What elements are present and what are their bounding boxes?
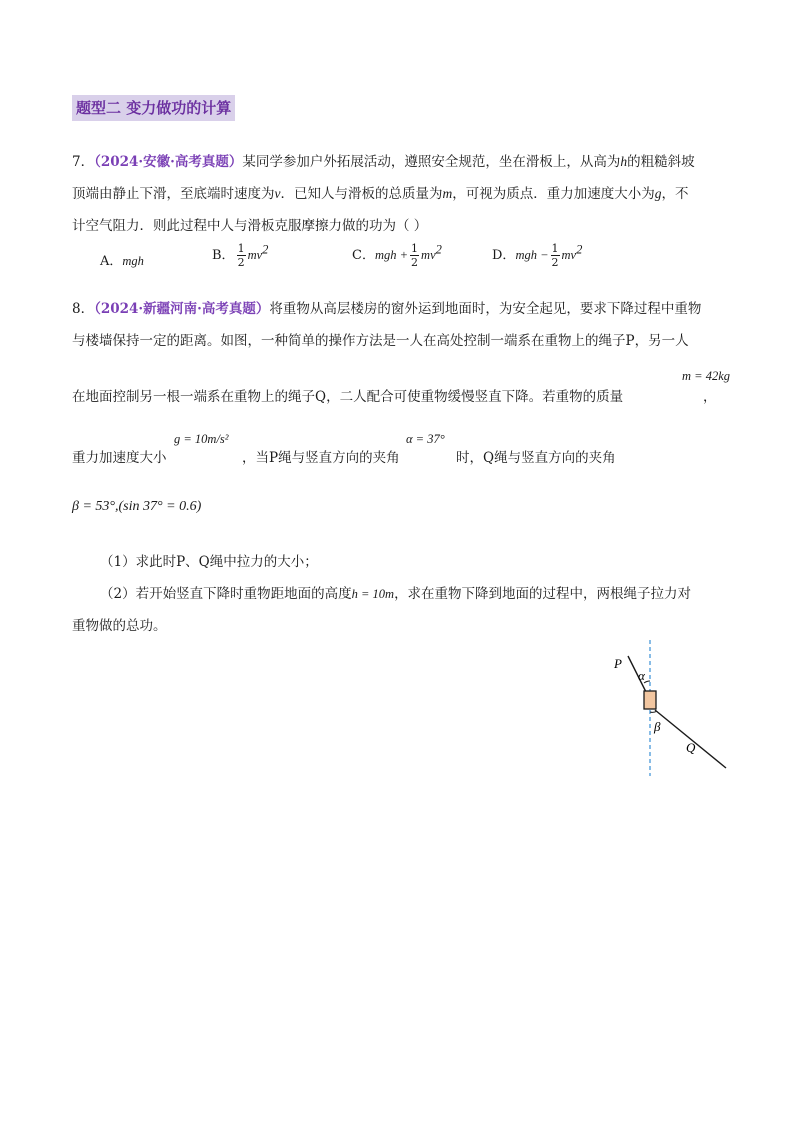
q7-line-3: 计空气阻力．则此过程中人与滑板克服摩擦力做的功为（ ） — [72, 218, 428, 234]
mass-expr: m = 42kg — [682, 369, 731, 383]
beta-expr: β = 53°,(sin 37° = 0.6) — [72, 499, 202, 514]
q7-source: （2024·安徽·高考真题） — [94, 154, 243, 170]
rope-weight-diagram — [600, 636, 740, 778]
option-c-label: C． — [352, 248, 375, 263]
option-c[interactable]: C．mgh + $\frac{1}{2}$ $mv^2$ — [352, 242, 442, 269]
sub-question-2-line-2: 重物做的总功。 — [72, 618, 167, 634]
fraction: $\frac{1}{2}$ — [237, 242, 245, 269]
h-expr: h = 10m — [351, 587, 395, 601]
sub-question-1: （1）求此时P、Q绳中拉力的大小； — [100, 554, 318, 570]
option-b-label: B． — [212, 248, 235, 263]
option-b[interactable]: B． $\frac{1}{2}$ $mv^2$ — [212, 242, 269, 269]
q8-line-4c: 时，Q绳与竖直方向的夹角 — [456, 450, 616, 466]
q7-text: ，不 — [661, 186, 689, 202]
sub-question-2-line-1: （2）若开始竖直下降时重物距地面的高度h = 10m，求在重物下降到地面的过程中，两根绳子拉力对 — [100, 586, 692, 602]
label-beta: β — [654, 719, 661, 734]
q7-number: 7． — [72, 154, 95, 170]
option-c-expr: mv — [421, 248, 436, 262]
q8-line-4b: ，当P绳与竖直方向的夹角 — [242, 450, 400, 466]
q7-text: 某同学参加户外拓展活动，遵照安全规范，坐在滑板上，从高为 — [242, 154, 621, 170]
beta-arc — [650, 711, 657, 712]
option-d-expr: mv — [561, 248, 577, 262]
q8-number: 8． — [72, 301, 95, 317]
rope-q — [655, 710, 726, 768]
g-expr: g = 10m/s² — [174, 432, 229, 446]
q7-text: 的粗糙斜坡 — [627, 154, 695, 170]
label-q: Q — [686, 740, 696, 755]
q8-line-3: 在地面控制另一根一端系在重物上的绳子Q，二人配合可使重物缓慢竖直下降。若重物的质量 — [72, 389, 624, 405]
q8-line-4a: 重力加速度大小 — [72, 450, 167, 466]
q7-text: 顶端由静止下滑，至底端时速度为 — [72, 186, 275, 202]
section-title: 题型二 变力做功的计算 — [72, 95, 235, 121]
option-d[interactable]: D．mgh − $\frac{1}{2}$ $mv^2$ — [492, 242, 583, 269]
q7-line-1 — [72, 150, 695, 170]
alpha-expr: α = 37° — [406, 432, 445, 446]
q8-text: 将重物从高层楼房的窗外运到地面时，为安全起见，要求下降过程中重物 — [269, 301, 702, 317]
option-a-label: A． — [100, 254, 123, 269]
var-m: m — [442, 186, 453, 201]
weight-block — [644, 691, 656, 709]
fraction: $\frac{1}{2}$ — [411, 242, 419, 269]
var-g: g — [654, 186, 662, 201]
q8-source: （2024·新疆河南·高考真题） — [94, 301, 270, 317]
q7-text: ，可视为质点．重力加速度大小为 — [452, 186, 655, 202]
q7-text: ．已知人与滑板的总质量为 — [280, 186, 443, 202]
option-b-expr: mv — [247, 248, 263, 262]
fraction: $\frac{1}{2}$ — [551, 242, 559, 269]
comma: ， — [703, 389, 717, 405]
var-v: v — [274, 186, 281, 201]
q7-line-2 — [72, 182, 689, 202]
q8-line-1 — [72, 297, 701, 317]
option-d-label: D． — [492, 248, 516, 263]
alpha-arc — [644, 681, 650, 683]
option-a[interactable] — [100, 250, 144, 269]
q8-line-2: 与楼墙保持一定的距离。如图，一种简单的操作方法是一人在高处控制一端系在重物上的绳子P，另一人 — [72, 333, 689, 349]
option-a-expr: mgh — [122, 254, 144, 268]
label-alpha: α — [638, 668, 645, 683]
var-h: h — [620, 154, 628, 169]
label-p: P — [614, 656, 622, 671]
